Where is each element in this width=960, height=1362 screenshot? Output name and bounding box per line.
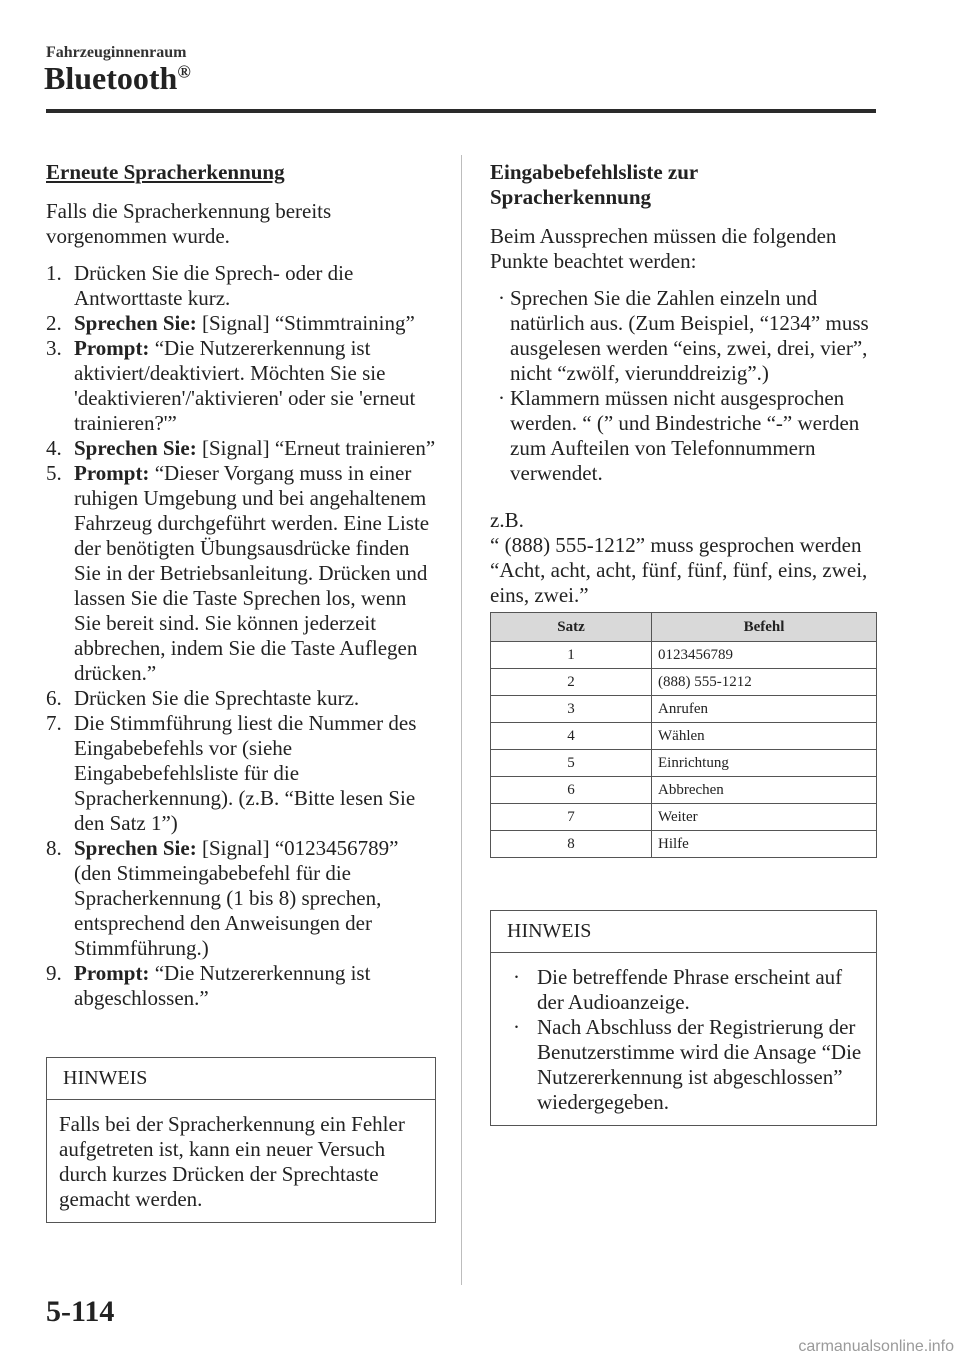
step-item (46, 261, 436, 311)
step-number: 3. (46, 336, 62, 360)
bullet-icon: · (498, 386, 505, 410)
column-header-befehl: Befehl (652, 613, 877, 642)
note-text: Falls bei der Spracherkennung ein Fehler aufgetreten ist, kann ein neuer Versuch durch kurzes Drücken der Sprechtaste gemacht werden. (59, 1112, 405, 1211)
command-table (490, 612, 877, 858)
table-row: 6 Abbrechen (491, 777, 877, 804)
table-row: 2 (888) 555-1212 (491, 669, 877, 696)
step-number: 4. (46, 436, 62, 460)
step-text: Sprechen Sie: [Signal] “0123456789” (den Stimmeingabebefehl für die Spracherkennung (1 bis 8) sprechen, entsprechend den Anweisungen der Stimmführung.) (74, 836, 399, 960)
bullet-list (490, 286, 880, 486)
section-heading-eingabe: Eingabebefehlsliste zur Spracherkennung (490, 160, 699, 209)
step-item (46, 311, 436, 336)
note-title: HINWEIS (491, 911, 876, 953)
list-item: · Sprechen Sie die Zahlen einzeln und natürlich aus. (Zum Beispiel, “1234” muss ausgelesen werden “eins, zwei, drei, vier”, nicht “zwölf, vierunddreizig”.) (498, 286, 869, 385)
step-text: Prompt: “Die Nutzererkennung ist aktiviert/deaktiviert. Möchten Sie sie 'deaktivieren'/'aktivieren' oder sie 'erneut trainieren?'” (74, 336, 416, 435)
table-row: 1 0123456789 (491, 642, 877, 669)
right-intro: Beim Aussprechen müssen die folgenden Punkte beachtet werden: (490, 224, 837, 273)
step-item (46, 711, 436, 836)
list-item: · Die betreffende Phrase erscheint auf der Audioanzeige. (513, 965, 843, 1014)
table-row: 4 Wählen (491, 723, 877, 750)
step-text: Drücken Sie die Sprech- oder die Antworttaste kurz. (74, 261, 354, 310)
left-intro: Falls die Spracherkennung bereits vorgenommen wurde. (46, 199, 332, 248)
note-box-right (490, 910, 877, 1126)
header-rule (46, 109, 876, 113)
step-number: 5. (46, 461, 62, 485)
page-number: 5-114 (46, 1295, 115, 1328)
step-text: Sprechen Sie: [Signal] “Stimmtraining” (74, 311, 415, 335)
column-divider (461, 155, 462, 1285)
table-header-row (491, 613, 877, 642)
bullet-icon: · (513, 1015, 520, 1039)
step-list (46, 261, 436, 1011)
step-number: 1. (46, 261, 62, 285)
note-box-left (46, 1057, 436, 1223)
example-text: “ (888) 555-1212” muss gesprochen werden “Acht, acht, acht, fünf, fünf, fünf, eins, zwei, eins, zwei.” (490, 533, 868, 607)
right-column (490, 160, 880, 1126)
step-text: Prompt: “Dieser Vorgang muss in einer ruhigen Umgebung und bei angehaltenem Fahrzeug durchgeführt werden. Eine Liste der benötigten Übungsausdrücke finden Sie in der Betriebsanleitung. Drücken und lassen Sie die Taste Sprechen los, wenn Sie bereit sind. Sie können jederzeit abbrechen, indem Sie die Taste Auflegen drücken.” (74, 461, 430, 685)
column-header-satz: Satz (491, 613, 652, 642)
table-row: 5 Einrichtung (491, 750, 877, 777)
step-number: 6. (46, 686, 62, 710)
step-item (46, 961, 436, 1011)
step-number: 8. (46, 836, 62, 860)
step-number: 9. (46, 961, 62, 985)
step-text: Sprechen Sie: [Signal] “Erneut trainieren” (74, 436, 436, 460)
page-title: Bluetooth® (44, 60, 191, 96)
step-item (46, 436, 436, 461)
section-label: Fahrzeuginnenraum (46, 44, 187, 61)
watermark: carmanualsonline.info (798, 1338, 954, 1355)
example-label: z.B. (490, 508, 524, 532)
list-item: · Klammern müssen nicht ausgesprochen werden. “ (” und Bindestriche “-” werden zum Aufteilen von Telefonnummern verwendet. (498, 386, 860, 485)
step-text: Prompt: “Die Nutzererkennung ist abgeschlossen.” (74, 961, 371, 1010)
section-heading-erneute: Erneute Spracherkennung (46, 160, 285, 184)
step-item (46, 461, 436, 686)
note-title: HINWEIS (47, 1058, 435, 1100)
step-item (46, 336, 436, 436)
table-row: 8 Hilfe (491, 831, 877, 858)
registered-mark: ® (177, 61, 191, 82)
bullet-icon: · (498, 286, 505, 310)
table-row: 3 Anrufen (491, 696, 877, 723)
step-item (46, 836, 436, 961)
table-row: 7 Weiter (491, 804, 877, 831)
step-number: 7. (46, 711, 62, 735)
step-text: Die Stimmführung liest die Nummer des Eingabebefehls vor (siehe Eingabebefehlsliste für die Spracherkennung). (z.B. “Bitte lesen Sie den Satz 1”) (74, 711, 417, 835)
step-item (46, 686, 436, 711)
left-column (46, 160, 436, 1223)
note-body (491, 953, 876, 1125)
bullet-icon: · (513, 965, 520, 989)
step-number: 2. (46, 311, 62, 335)
list-item: · Nach Abschluss der Registrierung der Benutzerstimme wird die Ansage “Die Nutzererkennung ist abgeschlossen” wiedergegeben. (513, 1015, 862, 1114)
step-text: Drücken Sie die Sprechtaste kurz. (74, 686, 360, 710)
